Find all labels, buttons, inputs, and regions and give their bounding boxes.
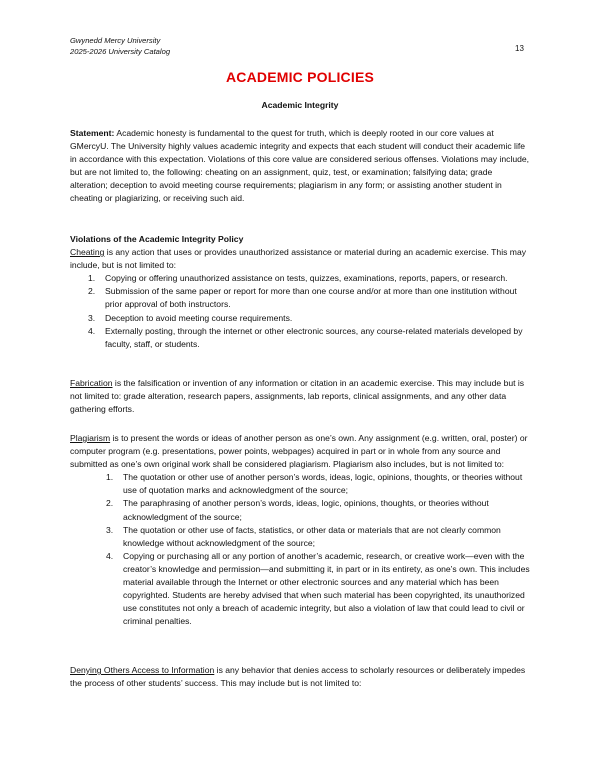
violations-heading-text: Violations of the Academic Integrity Policy (70, 234, 244, 244)
violations-heading (70, 233, 532, 246)
list-item (88, 312, 532, 325)
list-item (106, 524, 532, 550)
denying-access-text: is any behavior that denies access to scholarly resources or deliberately impedes the process of other students’ success. This may include but is not limited to: (70, 665, 526, 689)
list-text: The paraphrasing of another person’s words, ideas, logic, opinions, thoughts, or theories without acknowledgment of the source; (123, 498, 489, 522)
plagiarism-paragraph (70, 432, 532, 471)
list-text: Submission of the same paper or report for more than one course and/or at more than one institution without prior approval of both instructors. (105, 286, 517, 310)
page-title: ACADEMIC POLICIES (225, 69, 375, 85)
denying-access-section (70, 664, 532, 690)
list-item (106, 550, 532, 629)
cheating-text: is any action that uses or provides unauthorized assistance or material during an academic exercise. This may include, but is not limited to: (70, 247, 527, 271)
statement-paragraph (70, 127, 532, 206)
list-item (88, 285, 532, 311)
list-number: 2. (106, 498, 114, 509)
fabrication-section (70, 377, 532, 416)
plagiarism-section (70, 432, 532, 628)
statement-section (70, 127, 532, 206)
denying-access-paragraph (70, 664, 532, 690)
plagiarism-text: is to present the words or ideas of another person as one’s own. Any assignment (e.g. written, oral, poster) or computer program (e.g. presentations, power points, webpages) acquired in part or in whole from any source and submitted as one’s own original work shall be considered plagiarism. Plagiarism also includes, but is not limited to: (70, 433, 528, 470)
list-number: 2. (88, 286, 96, 297)
fabrication-term: Fabrication (70, 378, 113, 388)
plagiarism-term: Plagiarism (70, 433, 111, 443)
list-number: 3. (106, 524, 114, 535)
fabrication-paragraph (70, 377, 532, 416)
catalog-name: 2025-2026 University Catalog (70, 47, 171, 56)
page-header (70, 35, 170, 57)
list-item (106, 471, 532, 497)
denying-access-term: Denying Others Access to Information (70, 665, 215, 675)
statement-text: Academic honesty is fundamental to the quest for truth, which is deeply rooted in our core values at GMercyU. The University highly values academic integrity and expects that each student will conduct their academic life in accordance with this expectation. Violations of this core value are considered serious offenses. Violations may include, but are not limited to, the following: cheating on an assignment, quiz, test, or examination; falsifying data; grade alteration; deception to avoid meeting course requirements; plagiarism in any form; or assisting another student in cheating or plagiarizing, or receiving such aid. (70, 128, 530, 204)
cheating-list (70, 272, 532, 351)
page-number: 13 (515, 44, 524, 53)
section-subtitle: Academic Integrity (261, 100, 339, 110)
list-number: 1. (88, 273, 96, 284)
cheating-term: Cheating (70, 247, 105, 258)
list-number: 3. (88, 312, 96, 323)
list-text: The quotation or other use of facts, statistics, or other data or materials that are not clearly common knowledge without acknowledgment of the source; (123, 524, 501, 548)
list-item (106, 497, 532, 523)
list-number: 1. (106, 472, 114, 483)
plagiarism-list (70, 471, 532, 628)
list-text: Copying or offering unauthorized assistance on tests, quizzes, examinations, reports, papers, or research. (105, 273, 508, 284)
list-text: Externally posting, through the internet or other electronic sources, any course-related materials developed by faculty, staff, or students. (105, 325, 523, 349)
fabrication-text: is the falsification or invention of any information or citation in an academic exercise. This may include but is not limited to: grade alteration, research papers, assignments, lab reports, clinical assignments, and any other data gathering efforts. (70, 378, 525, 415)
cheating-section (70, 233, 532, 351)
cheating-paragraph (70, 246, 532, 272)
list-number: 4. (106, 550, 114, 561)
list-text: The quotation or other use of another person’s words, ideas, logic, opinions, thoughts, or theories without use of quotation marks and acknowledgment of the source; (123, 472, 523, 496)
list-text: Copying or purchasing all or any portion of another’s academic, research, or creative work—even with the creator’s knowledge and permission—and submitting it, in part or in its entirety, as one’s own. This includes material available through the Internet or other electronic sources and any material which has been copyrighted. Students are hereby advised that when such material has been copyrighted, its unauthorized use constitutes not only a breach of academic integrity, but also a violation of law that could lead to civil or criminal penalties. (123, 550, 530, 627)
list-number: 4. (88, 325, 96, 336)
list-text: Deception to avoid meeting course requirements. (105, 312, 293, 323)
list-item (88, 272, 532, 285)
statement-label: Statement: (70, 128, 115, 138)
list-item (88, 325, 532, 351)
university-name: Gwynedd Mercy University (70, 36, 161, 45)
